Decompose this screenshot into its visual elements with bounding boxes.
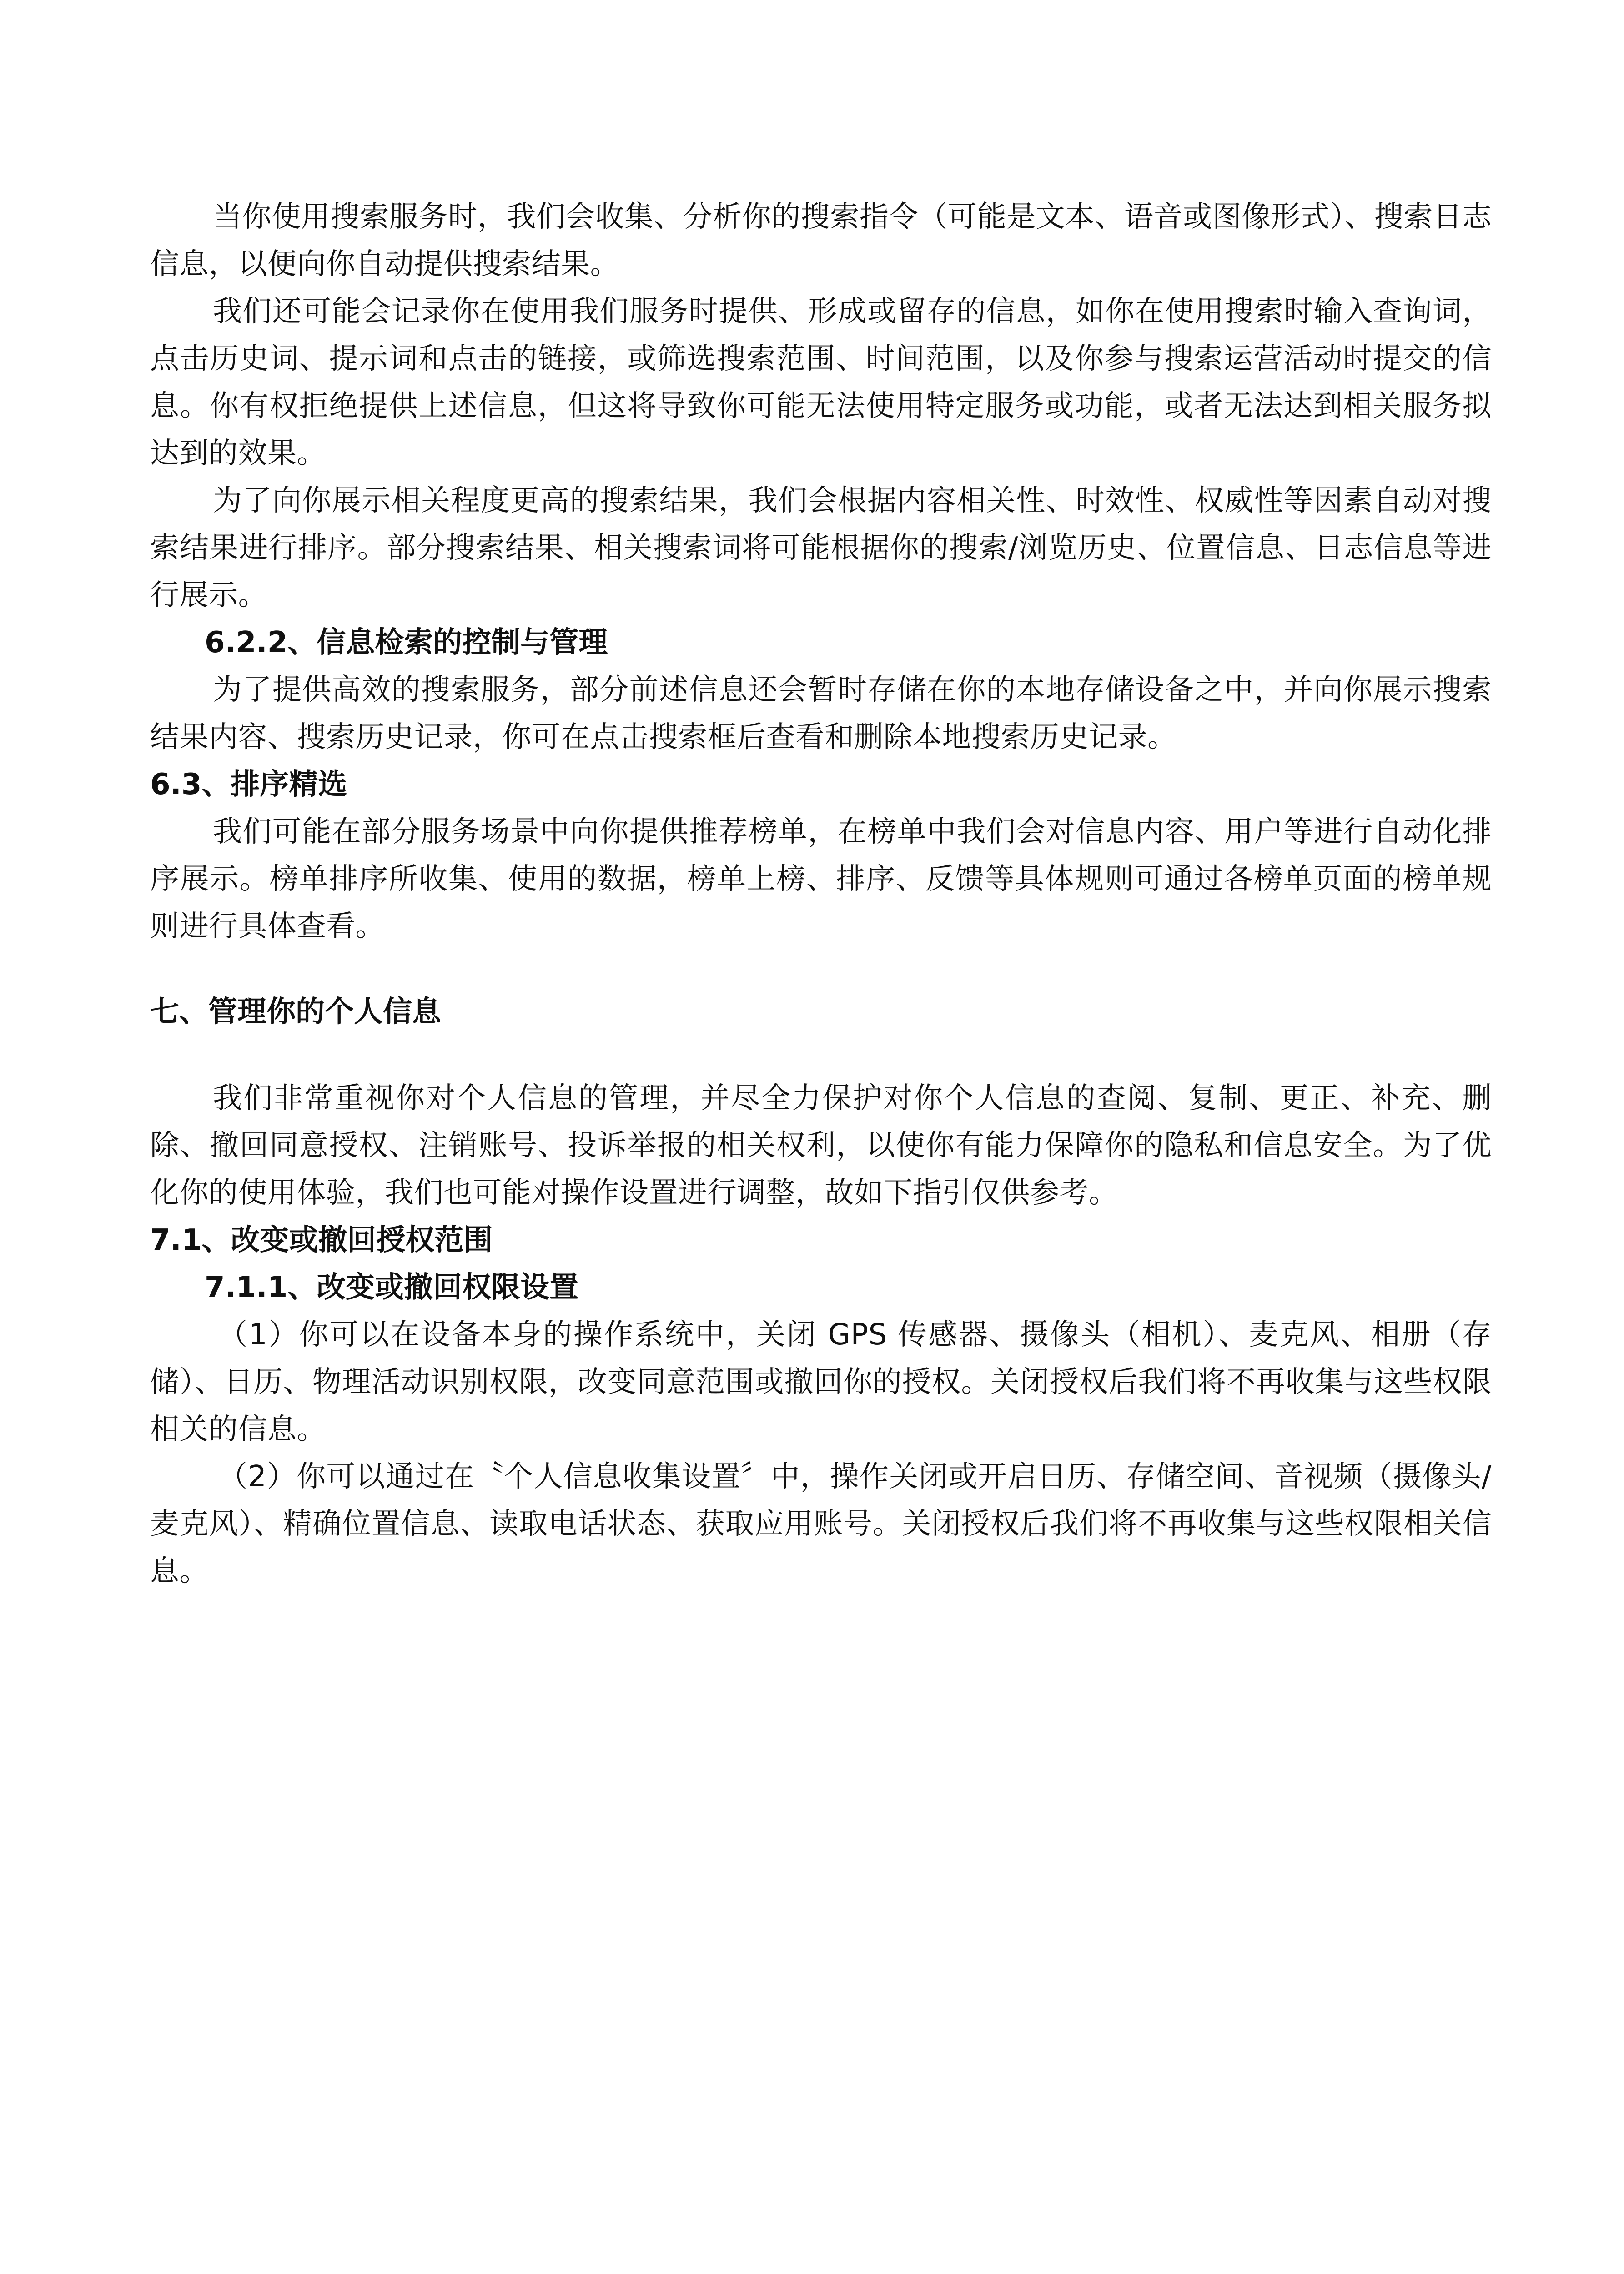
paragraph-local-storage: 为了提供高效的搜索服务，部分前述信息还会暂时存储在你的本地存储设备之中，并向你展示搜索结果内容、搜索历史记录，你可在点击搜索框后查看和删除本地搜索历史记录。: [150, 673, 1492, 754]
heading-7-1: 7.1、改变或撤回授权范围: [150, 1223, 493, 1257]
paragraph-manage-info: 我们非常重视你对个人信息的管理，并尽全力保护对你个人信息的查阅、复制、更正、补充、删除、撤回同意授权、注销账号、投诉举报的相关权利，以使你有能力保障你的隐私和信息安全。为了优化你的使用体验，我们也可能对操作设置进行调整，故如下指引仅供参考。: [150, 1082, 1492, 1210]
paragraph-os-permissions: （1）你可以在设备本身的操作系统中，关闭 GPS 传感器、摄像头（相机）、麦克风、相册（存储）、日历、物理活动识别权限，改变同意范围或撤回你的授权。关闭授权后我们将不再收集与这些权限相关的信息。: [150, 1318, 1492, 1446]
heading-7-1-1: 7.1.1、改变或撤回权限设置: [205, 1271, 579, 1304]
paragraph-search-records: 我们还可能会记录你在使用我们服务时提供、形成或留存的信息，如你在使用搜索时输入查询词，点击历史词、提示词和点击的链接，或筛选搜索范围、时间范围，以及你参与搜索运营活动时提交的信息。你有权拒绝提供上述信息，但这将导致你可能无法使用特定服务或功能，或者无法达到相关服务拟达到的效果。: [150, 295, 1492, 470]
paragraph-result-sorting: 为了向你展示相关程度更高的搜索结果，我们会根据内容相关性、时效性、权威性等因素自动对搜索结果进行排序。部分搜索结果、相关搜索词将可能根据你的搜索/浏览历史、位置信息、日志信息等进行展示。: [150, 484, 1492, 612]
paragraph-ranking-lists: 我们可能在部分服务场景中向你提供推荐榜单，在榜单中我们会对信息内容、用户等进行自动化排序展示。榜单排序所收集、使用的数据，榜单上榜、排序、反馈等具体规则可通过各榜单页面的榜单规则进行具体查看。: [150, 815, 1492, 943]
paragraph-search-instructions: 当你使用搜索服务时，我们会收集、分析你的搜索指令（可能是文本、语音或图像形式）、搜索日志信息，以便向你自动提供搜索结果。: [150, 200, 1492, 281]
heading-chapter-7: 七、管理你的个人信息: [150, 995, 441, 1029]
paragraph-collection-settings: （2）你可以通过在〝个人信息收集设置〞中，操作关闭或开启日历、存储空间、音视频（摄像头/麦克风）、精确位置信息、读取电话状态、获取应用账号。关闭授权后我们将不再收集与这些权限相关信息。: [150, 1460, 1492, 1588]
heading-6-2-2: 6.2.2、信息检索的控制与管理: [205, 626, 608, 659]
heading-6-3: 6.3、排序精选: [150, 768, 347, 801]
document-body: [150, 193, 1492, 1595]
